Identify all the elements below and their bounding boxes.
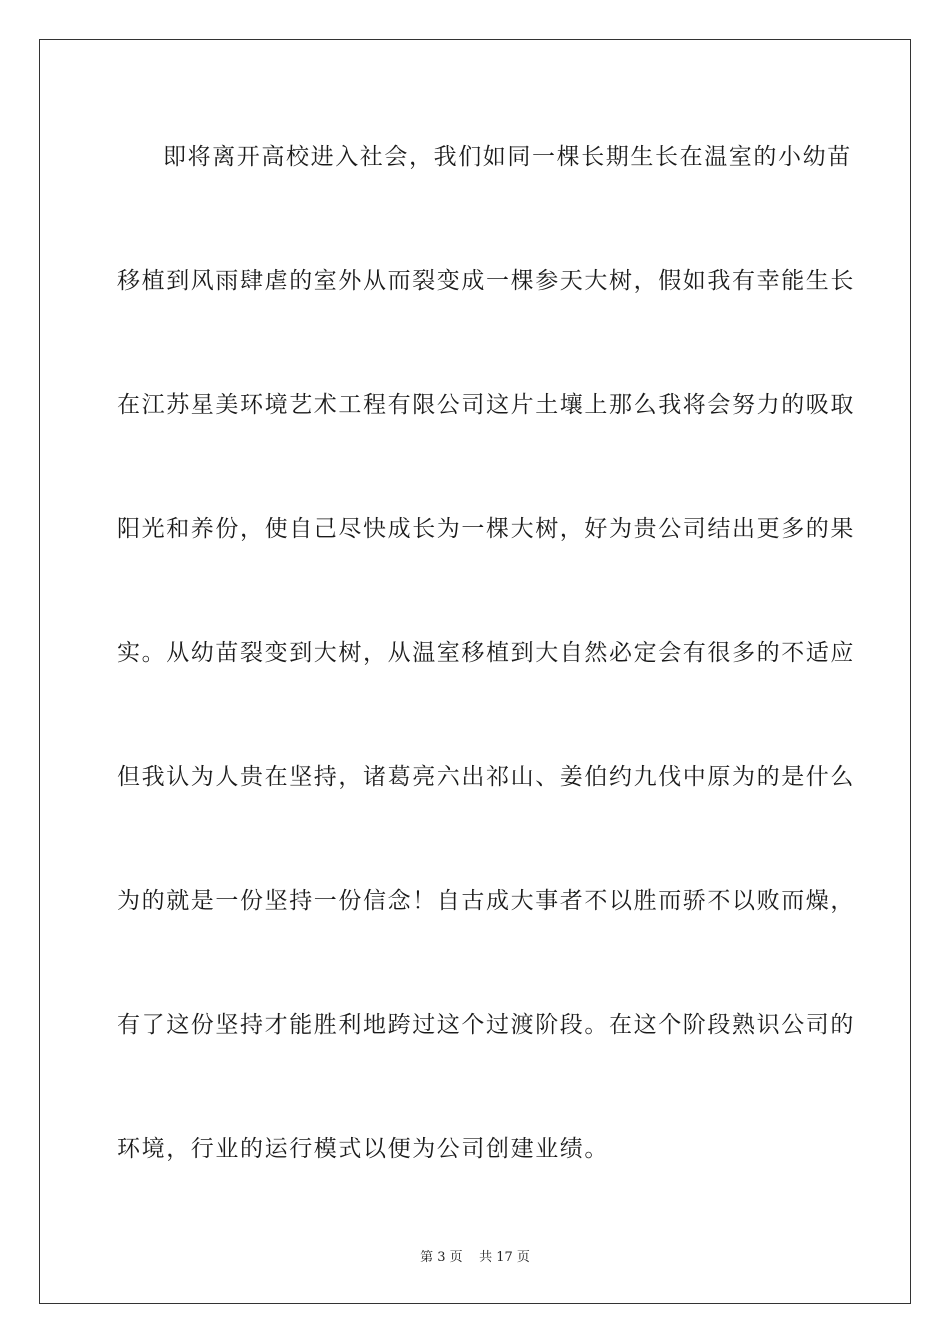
paragraph-line: 在江苏星美环境艺术工程有限公司这片土壤上那么我将会努力的吸取 (117, 392, 855, 418)
paragraph-line: 有了这份坚持才能胜利地跨过这个过渡阶段。在这个阶段熟识公司的 (117, 1012, 855, 1038)
paragraph-line: 移植到风雨肆虐的室外从而裂变成一棵参天大树，假如我有幸能生长 (117, 268, 855, 294)
paragraph-line: 为的就是一份坚持一份信念！自古成大事者不以胜而骄不以败而燥， (117, 888, 855, 914)
paragraph-line: 实。从幼苗裂变到大树，从温室移植到大自然必定会有很多的不适应 (117, 640, 855, 666)
paragraph-line: 阳光和养份，使自己尽快成长为一棵大树，好为贵公司结出更多的果 (117, 516, 855, 542)
page-number-footer: 第 3 页 共 17 页 (420, 1250, 530, 1265)
document-body (117, 126, 855, 1242)
paragraph-line-last: 环境，行业的运行模式以便为公司创建业绩。 (117, 1136, 609, 1162)
paragraph-line: 即将离开高校进入社会，我们如同一棵长期生长在温室的小幼苗 (163, 144, 852, 170)
paragraph-line: 但我认为人贵在坚持，诸葛亮六出祁山、姜伯约九伐中原为的是什么 (117, 764, 855, 790)
